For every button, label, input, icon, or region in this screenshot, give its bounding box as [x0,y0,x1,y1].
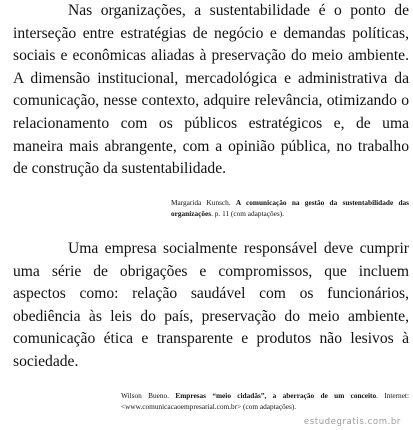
citation-1 [171,198,409,219]
citation-1-author: Margarida Kunsch. [171,198,231,207]
citation-1-rest: . p. 11 (com adaptações). [211,208,284,218]
watermark: estudegratis.com.br [303,417,401,427]
citation-2-rest: . Internet: <www.comunicacaoempresarial.com.br> (com adaptações). [121,391,409,411]
paragraph-1: Nas organizações, a sustentabilidade é o ponto de interseção entre estratégias de negócio e demandas políticas, sociais e econômicas aliadas à preservação do meio ambiente. A dimensão institucional, mercadológica e administrativa da comunicação, nesse contexto, adquire relevância, otimizando o relacionamento com os públicos estratégicos e, de uma maneira mais abrangente, com a opinião pública, no trabalho de construção da sustentabilidade. [13,2,409,178]
paragraph-2: Uma empresa socialmente responsável deve cumprir uma série de obrigações e compromissos, que incluem aspectos como: relação saudável com os funcionários, obediência às leis do país, preservação do meio ambiente, comunicação ética e transparente e produtos não lesivos à sociedade. [13,240,409,370]
citation-2-title: Empresas “meio cidadãs”, a aberração de um conceito [175,391,377,400]
citation-2 [121,391,409,412]
citation-1-title: A comunicação na gestão da sustentabilidade das organizações [171,198,409,218]
citation-2-author: Wilson Bueno. [121,391,169,400]
